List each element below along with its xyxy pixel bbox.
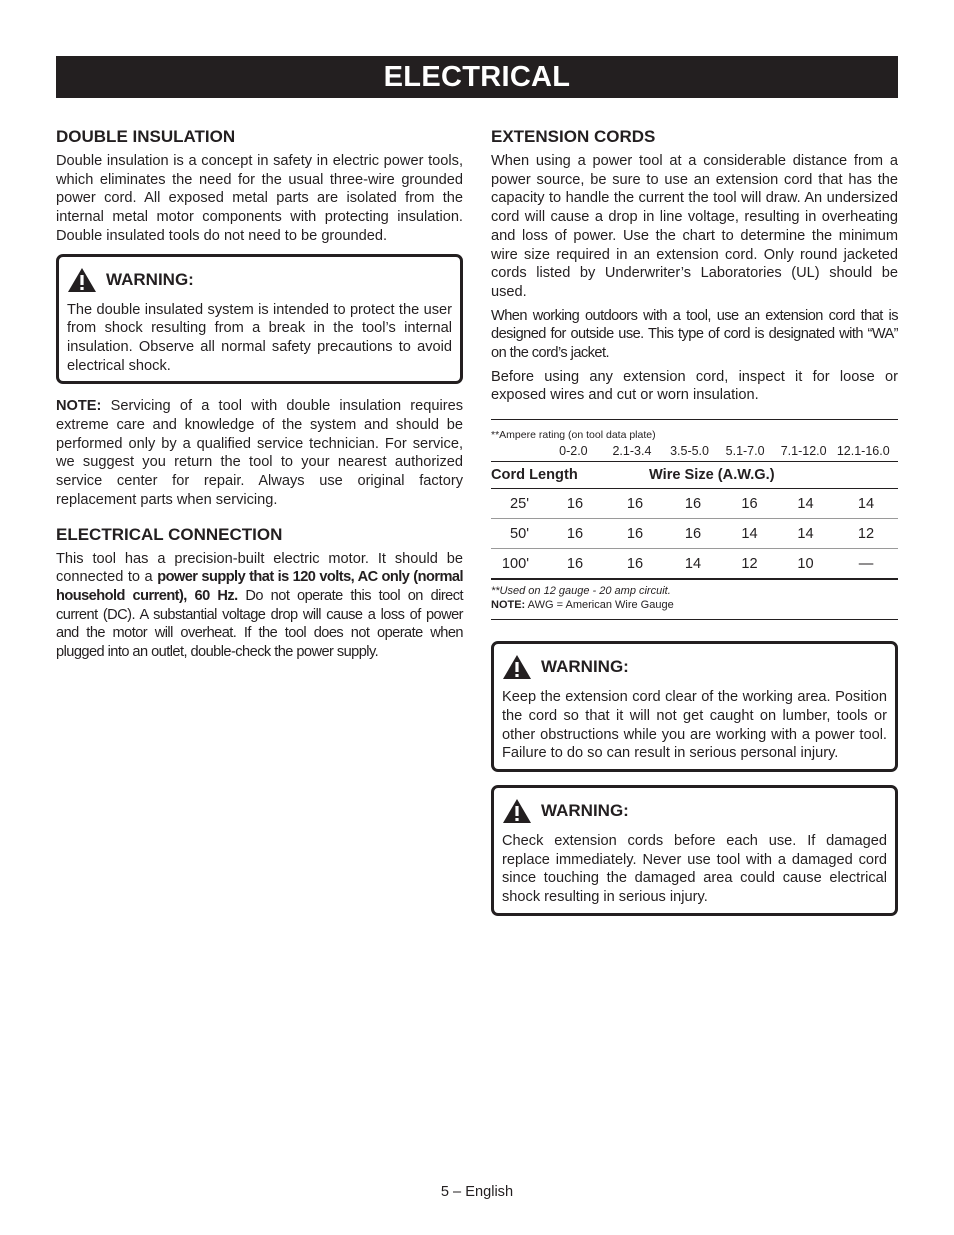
warning-triangle-icon [502, 654, 532, 680]
ampere-range-row [491, 444, 898, 462]
double-insulation-heading: DOUBLE INSULATION [56, 127, 236, 146]
electrical-connection-heading: ELECTRICAL CONNECTION [56, 524, 283, 544]
table-row [491, 489, 898, 519]
wire-size-cell: 14 [797, 525, 814, 542]
wire-size-cell: 10 [797, 555, 814, 572]
service-note [56, 397, 463, 509]
power-supply-spec: power supply that is 120 volts, AC only (normal household current), 60 Hz. [56, 569, 463, 604]
double-insulation-warning-box [56, 254, 463, 385]
warning-header [67, 267, 452, 293]
table-row [491, 519, 898, 549]
wire-size-header: Wire Size (A.W.G.) [649, 467, 775, 484]
amp-range: 0-2.0 [559, 444, 588, 459]
note-label: NOTE: [56, 398, 102, 415]
awg-note-label: NOTE: [491, 599, 526, 612]
page-title: ELECTRICAL [56, 56, 898, 98]
warning-title: WARNING: [106, 269, 194, 289]
cord-length-cell: 25' [509, 495, 529, 512]
right-column [491, 126, 898, 916]
wire-size-cell: — [858, 555, 874, 572]
page-number: 5 – English [440, 1184, 514, 1200]
wire-size-cell: 12 [857, 525, 875, 542]
amp-range: 5.1-7.0 [725, 444, 765, 459]
warning-title: WARNING: [541, 657, 629, 677]
warning-triangle-icon [502, 798, 532, 824]
wire-size-cell: 16 [626, 555, 644, 572]
wire-size-cell: 16 [566, 495, 584, 512]
double-insulation-body: Double insulation is a concept in safety in electric power tools, which eliminates the need for the usual three-wire grounded power cord. All exposed metal parts are isolated from the internal metal motor components with protecting insulation. Double insulated tools do not need to be grounded. [56, 153, 463, 244]
warning-body: Keep the extension cord clear of the working area. Position the cord so that it will not get caught on lumber, tools or other obstructions while you are working with a power tool. Failure to do so can result in serious personal injury. [502, 689, 887, 762]
connection-text-end: Do not operate this tool on direct current (DC). A substantial voltage drop will cause a loss of power and the motor will overheat. If the tool does not operate when plugged into an outlet, double-check the power supply. [56, 587, 463, 661]
electrical-connection-body [56, 550, 463, 662]
extension-cords-para-2: When working outdoors with a tool, use an extension cord that is designed for outside use. This type of cord is designated with “WA” on the cord’s jacket. [491, 307, 898, 362]
wire-size-cell: 16 [741, 495, 758, 512]
left-column [56, 126, 463, 662]
wire-size-cell: 14 [741, 525, 758, 542]
connection-text-start: This tool has a precision-built electric motor. It should be connected to a [56, 550, 463, 586]
wire-size-cell: 16 [684, 495, 702, 512]
extension-cords-heading: EXTENSION CORDS [491, 127, 656, 146]
warning-header [502, 798, 887, 824]
table-footnote: **Used on 12 gauge - 20 amp circuit. [491, 585, 671, 598]
extension-cords-para-3: Before using any extension cord, inspect it for loose or exposed wires and cut or worn insulation. [491, 368, 898, 404]
amp-range: 3.5-5.0 [670, 444, 709, 459]
wire-size-cell: 16 [566, 525, 584, 542]
extension-cord-table [491, 419, 898, 620]
warning-title: WARNING: [541, 800, 629, 820]
extension-cords-para-1: When using a power tool at a considerable distance from a power source, be sure to use an extension cord that has the capacity to handle the current the tool will draw. An undersized cord will cause a drop in line voltage, resulting in overheating and loss of power. Use the chart to determine the minimum wire size required in an extension cord. Only round jacketed cords listed by Underwriter’s Laboratories (UL) should be used. [491, 153, 898, 300]
wire-size-cell: 16 [566, 555, 584, 572]
warning-body: Check extension cords before each use. If damaged replace immediately. Never use tool with a damaged cord since touching the damaged area could cause electrical shock resulting in serious injury. [502, 832, 887, 906]
wire-size-cell: 14 [857, 495, 875, 512]
cord-length-cell: 50' [509, 525, 529, 542]
table-row [491, 549, 898, 580]
warning-triangle-icon [67, 267, 97, 293]
amp-range: 2.1-3.4 [612, 444, 652, 459]
wire-size-cell: 12 [741, 555, 758, 572]
wire-size-cell: 16 [626, 495, 644, 512]
wire-size-cell: 14 [684, 555, 702, 572]
cord-length-header: Cord Length [491, 467, 578, 484]
wire-size-cell: 16 [626, 525, 644, 542]
wire-size-cell: 14 [797, 495, 814, 512]
cord-length-cell: 100' [501, 555, 529, 572]
awg-note-text: AWG = American Wire Gauge [525, 599, 674, 612]
awg-note [491, 599, 898, 611]
table-header-row [491, 462, 898, 489]
wire-size-cell: 16 [684, 525, 702, 542]
note-body: Servicing of a tool with double insulation requires extreme care and knowledge of the system and should be performed only by a qualified service technician. For service, we suggest you return the tool to your nearest authorized service center for repair. Always use original factory replacement parts when servicing. [56, 398, 463, 508]
amp-range: 7.1-12.0 [780, 444, 827, 459]
amp-range: 12.1-16.0 [836, 444, 890, 459]
warning-header [502, 654, 887, 680]
extension-cord-warning-box [491, 641, 898, 772]
ampere-rating-caption: **Ampere rating (on tool data plate) [491, 429, 656, 442]
damaged-cord-warning-box [491, 785, 898, 916]
warning-body: The double insulated system is intended to protect the user from shock resulting from a break in the tool’s internal insulation. Observe all normal safety precautions to avoid electrical shock. [67, 301, 452, 374]
